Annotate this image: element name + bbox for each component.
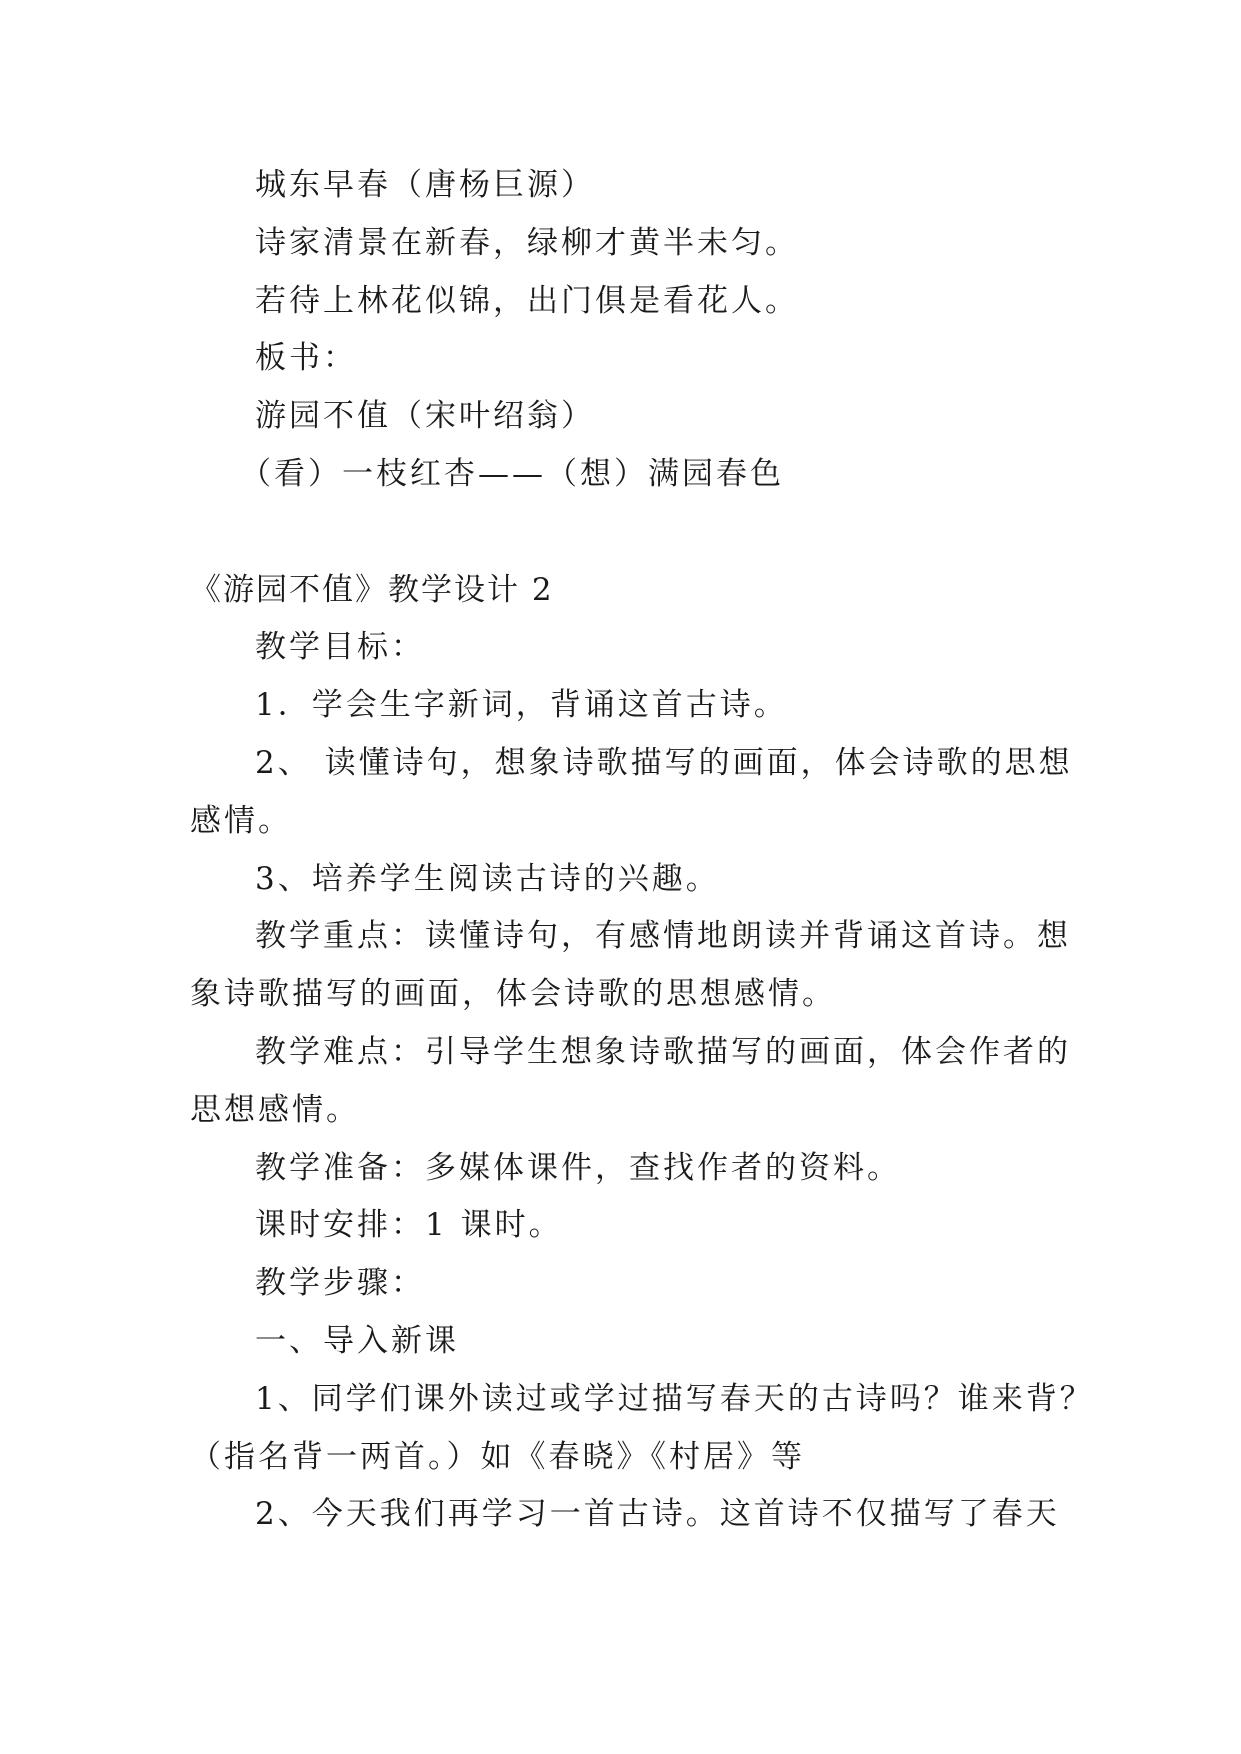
objective-2-line-2: 感情。 xyxy=(190,803,292,839)
poem-title: 城东早春（唐杨巨源） xyxy=(255,167,595,203)
step-1-item-2: 2、今天我们再学习一首古诗。这首诗不仅描写了春天 xyxy=(255,1496,1060,1532)
objectives-label: 教学目标： xyxy=(255,629,425,665)
steps-label: 教学步骤： xyxy=(255,1265,425,1301)
preparation: 教学准备：多媒体课件，查找作者的资料。 xyxy=(255,1150,901,1186)
step-1-item-1-line-2: （指名背一两首。）如《春晓》《村居》等 xyxy=(190,1439,805,1475)
schedule: 课时安排：1 课时。 xyxy=(255,1207,563,1243)
section-heading: 《游园不值》教学设计 2 xyxy=(190,572,554,608)
difficulty-line-2: 思想感情。 xyxy=(190,1092,360,1128)
board-title: 游园不值（宋叶绍翁） xyxy=(255,398,595,434)
board-label: 板书： xyxy=(255,340,357,376)
step-1-item-1-line-1: 1、同学们课外读过或学过描写春天的古诗吗？谁来背？ xyxy=(255,1381,1094,1417)
key-points-line-2: 象诗歌描写的画面，体会诗歌的思想感情。 xyxy=(190,976,836,1012)
difficulty-line-1: 教学难点：引导学生想象诗歌描写的画面，体会作者的 xyxy=(255,1034,1071,1070)
poem-line-2: 若待上林花似锦，出门俱是看花人。 xyxy=(255,283,799,319)
board-summary: （看）一枝红杏——（想）满园春色 xyxy=(240,456,784,492)
poem-line-1: 诗家清景在新春，绿柳才黄半未匀。 xyxy=(255,225,799,261)
step-1-title: 一、导入新课 xyxy=(255,1323,459,1359)
objective-1: 1．学会生字新词，背诵这首古诗。 xyxy=(255,687,788,723)
key-points-line-1: 教学重点：读懂诗句，有感情地朗读并背诵这首诗。想 xyxy=(255,918,1071,954)
objective-2-line-1: 2、 读懂诗句，想象诗歌描写的画面，体会诗歌的思想 xyxy=(255,745,1073,781)
objective-3: 3、培养学生阅读古诗的兴趣。 xyxy=(255,861,720,897)
